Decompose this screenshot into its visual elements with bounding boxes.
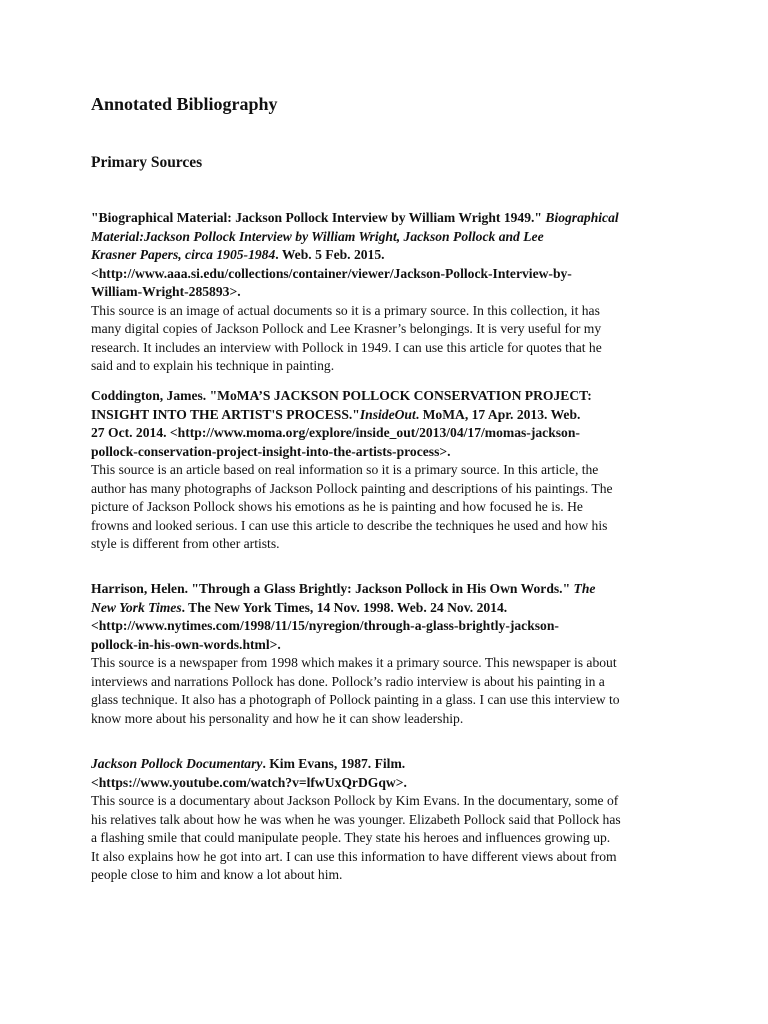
bibliography-entry [91,387,691,554]
citation-line [91,636,691,655]
citation-line [91,209,691,228]
citation [91,209,691,302]
bibliography-entry [91,580,691,728]
citation-line [91,774,691,793]
citation-text: "Biographical Material: Jackson Pollock Interview by William Wright 1949." [91,210,546,225]
annotation-line: author has many photographs of Jackson Pollock painting and descriptions of his paintings. The [91,480,613,496]
citation-text: Harrison, Helen. "Through a Glass Brightly: Jackson Pollock in His Own Words." [91,581,574,596]
citation-line [91,246,691,265]
bibliography-entry [91,209,691,376]
citation-text: <http://www.aaa.si.edu/collections/container/viewer/Jackson-Pollock-Interview-by- [91,265,572,281]
citation [91,755,691,792]
citation-line [91,387,691,406]
annotation [91,461,691,554]
citation-text: 27 Oct. 2014. <http://www.moma.org/explore/inside_out/2013/04/17/momas-jackson- [91,425,580,440]
citation-line [91,228,691,247]
citation-line [91,755,691,774]
citation-line [91,617,691,636]
citation-text: Coddington, James. "MoMA’S JACKSON POLLOCK CONSERVATION PROJECT: [91,388,592,403]
annotation-line: research. It includes an interview with Pollock in 1949. I can use this article for quotes that he [91,339,602,355]
citation-line [91,443,691,462]
citation-line [91,283,691,302]
citation-title-text: New York Times [91,599,182,615]
annotation-line: a flashing smile that could manipulate people. They state his heroes and influences growing up. [91,830,611,845]
citation-line [91,265,691,284]
citation-title-text: Krasner Papers, circa 1905-1984 [91,247,276,262]
citation-title-text: Material:Jackson Pollock Interview by William Wright, Jackson Pollock and Lee [91,228,544,244]
annotation [91,792,691,885]
annotation-line: many digital copies of Jackson Pollock and Lee Krasner’s belongings. It is very useful for my [91,321,602,336]
annotation-line: It also explains how he got into art. I can use this information to have different views about from [91,848,617,864]
citation-title-text: The [573,581,596,596]
section-heading-primary-sources: Primary Sources [91,154,203,171]
annotation-line: This source is an image of actual documents so it is a primary source. In this collection, it has [91,302,600,318]
citation-text: <https://www.youtube.com/watch?v=lfwUxQrDGqw>. [91,774,407,790]
annotation-line: glass technique. It also has a photograph of Pollock painting in a glass. I can use this interview to [91,692,620,707]
annotation-line: This source is an article based on real information so it is a primary source. In this article, the [91,462,599,477]
annotation-line: This source is a documentary about Jackson Pollock by Kim Evans. In the documentary, some of [91,793,619,808]
annotation-line: people close to him and know a lot about him. [91,867,343,882]
bibliography-entry [91,755,691,885]
annotation-line: style is different from other artists. [91,536,280,551]
citation-text: William-Wright-285893>. [91,284,241,299]
citation-title-text: InsideOut [359,406,416,422]
citation-text: . MoMA, 17 Apr. 2013. Web. [415,406,581,422]
citation [91,580,691,654]
citation-line [91,599,691,618]
citation [91,387,691,461]
annotation [91,654,691,728]
annotation-line: said and to explain his technique in painting. [91,358,335,373]
annotation-line: interviews and narrations Pollock has done. Pollock’s radio interview is about his painting in a [91,673,605,689]
citation-text: . Kim Evans, 1987. Film. [262,756,406,771]
document-title: Annotated Bibliography [91,94,278,114]
citation-title-text: Biographical [545,210,619,225]
citation-line [91,424,691,443]
citation-title-text: Jackson Pollock Documentary [91,756,263,771]
citation-text: . Web. 5 Feb. 2015. [275,247,385,262]
annotation-line: his relatives talk about how he was when he was younger. Elizabeth Pollock said that Pollock has [91,811,621,827]
citation-text: INSIGHT INTO THE ARTIST'S PROCESS." [91,406,360,422]
annotation-line: picture of Jackson Pollock shows his emotions as he is painting and how focused he is. He [91,499,583,514]
citation-text: pollock-conservation-project-insight-into-the-artists-process>. [91,443,451,459]
annotation-line: frowns and looked serious. I can use this article to describe the techniques he used and how his [91,517,608,533]
citation-text: pollock-in-his-own-words.html>. [91,636,281,652]
annotation [91,302,691,376]
citation-line [91,406,691,425]
annotation-line: know more about his personality and how he it can show leadership. [91,710,464,726]
annotation-line: This source is a newspaper from 1998 which makes it a primary source. This newspaper is about [91,655,617,670]
citation-text: . The New York Times, 14 Nov. 1998. Web. 24 Nov. 2014. [181,599,508,615]
citation-text: <http://www.nytimes.com/1998/11/15/nyregion/through-a-glass-brightly-jackson- [91,618,559,633]
citation-line [91,580,691,599]
